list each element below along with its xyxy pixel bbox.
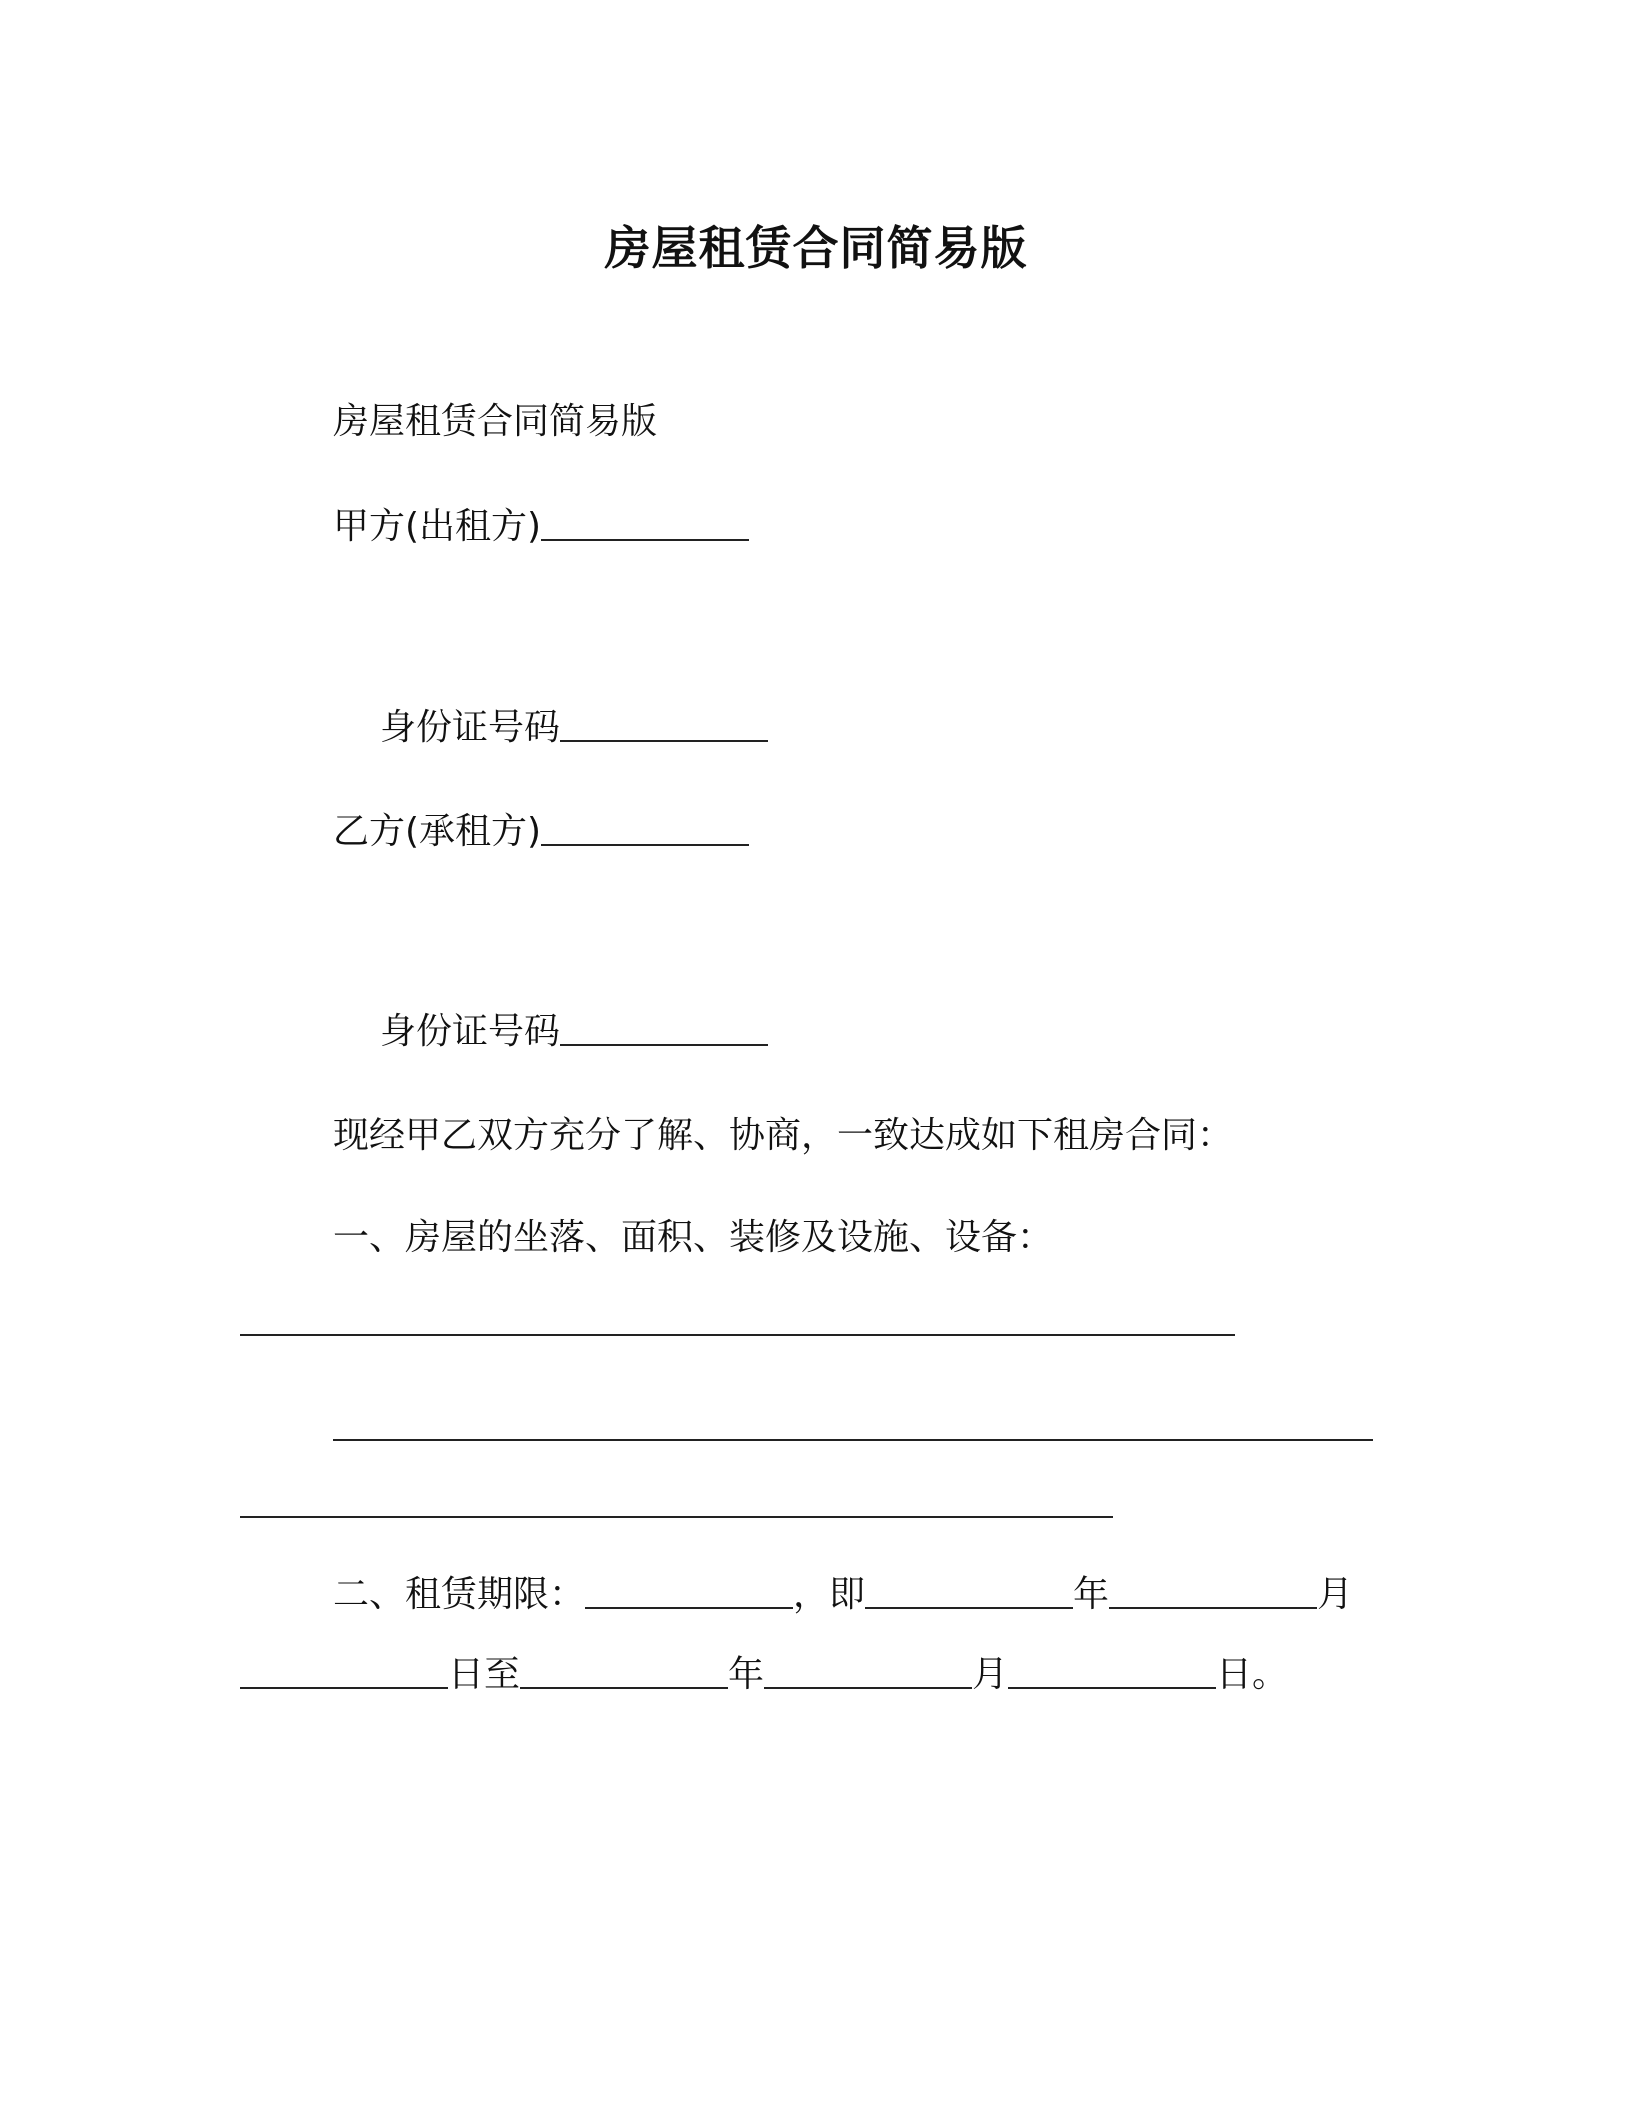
party-a-line	[333, 503, 749, 551]
party-b-line	[333, 808, 749, 856]
day-to-text: 日至	[448, 1654, 521, 1695]
month-text-1: 月	[1317, 1574, 1354, 1615]
end-month-blank[interactable]	[764, 1657, 972, 1689]
end-year-blank[interactable]	[520, 1657, 728, 1689]
section2-line-2	[240, 1651, 1288, 1699]
day-end-text: 日。	[1216, 1654, 1289, 1695]
month-text-2: 月	[972, 1654, 1009, 1695]
party-a-id-blank[interactable]	[560, 710, 768, 742]
document-title: 房屋租赁合同简易版	[604, 221, 1028, 275]
start-month-blank[interactable]	[1109, 1577, 1317, 1609]
year-text-1: 年	[1073, 1574, 1110, 1615]
party-a-id-label: 身份证号码	[380, 707, 561, 748]
party-a-id-line	[380, 704, 768, 752]
lease-term-blank[interactable]	[585, 1577, 793, 1609]
end-day-blank[interactable]	[1008, 1657, 1216, 1689]
subtitle-line	[333, 398, 657, 446]
subtitle-text: 房屋租赁合同简易版	[333, 401, 658, 442]
section1-blank-line-1[interactable]	[240, 1334, 1235, 1336]
intro-line	[333, 1112, 1233, 1160]
party-b-id-label: 身份证号码	[380, 1011, 561, 1052]
party-a-name-blank[interactable]	[541, 509, 749, 541]
comma-ji-text: ，即	[793, 1574, 866, 1615]
start-day-blank[interactable]	[240, 1657, 448, 1689]
party-a-label: 甲方(出租方)	[333, 506, 542, 547]
section2-heading: 二、租赁期限：	[333, 1574, 586, 1615]
party-b-id-line	[380, 1008, 768, 1056]
section1-heading-line	[333, 1214, 1053, 1262]
party-b-id-blank[interactable]	[560, 1014, 768, 1046]
section1-blank-line-2[interactable]	[333, 1439, 1373, 1441]
start-year-blank[interactable]	[865, 1577, 1073, 1609]
party-b-name-blank[interactable]	[541, 814, 749, 846]
intro-text: 现经甲乙双方充分了解、协商，一致达成如下租房合同：	[333, 1115, 1234, 1156]
section1-heading: 一、房屋的坐落、面积、装修及设施、设备：	[333, 1217, 1054, 1258]
party-b-label: 乙方(承租方)	[333, 811, 542, 852]
year-text-2: 年	[728, 1654, 765, 1695]
section1-blank-line-3[interactable]	[240, 1516, 1113, 1518]
section2-line-1	[333, 1571, 1353, 1619]
